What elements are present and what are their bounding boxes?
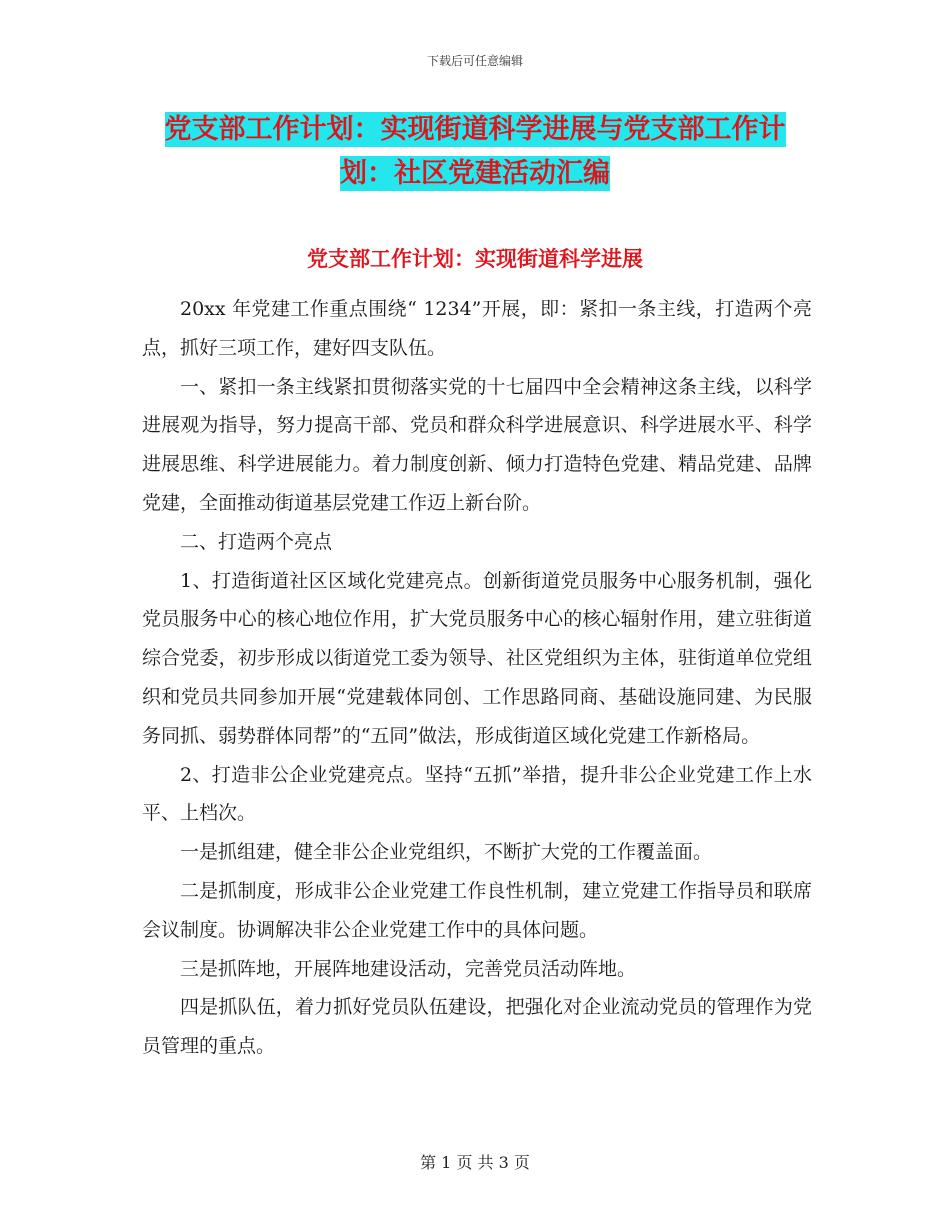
paragraph-position: 三是抓阵地，开展阵地建设活动，完善党员活动阵地。 [180,957,637,980]
paragraph-heading-two-highlights: 二、打造两个亮点 [180,530,333,553]
paragraph-organization: 一是抓组建，健全非公企业党组织，不断扩大党的工作覆盖面。 [180,841,713,864]
header-note: 下载后可任意编辑 [426,54,523,68]
section-title: 党支部工作计划：实现街道科学进展 [307,247,643,271]
paragraph-team: 四是抓队伍，着力抓好党员队伍建设，把强化对企业流动党员的管理作为党员管理的重点。 [142,996,812,1058]
document-title-text: 党支部工作计划：实现街道科学进展与党支部工作计划：社区党建活动汇编 [164,114,786,189]
document-body [142,290,812,1066]
document-title [140,108,810,196]
paragraph-system: 二是抓制度，形成非公企业党建工作良性机制，建立党建工作指导员和联席会议制度。协调解决非公企业党建工作中的具体问题。 [142,879,812,941]
paragraph-intro: 20xx 年党建工作重点围绕“ 1234”开展，即：紧扣一条主线，打造两个亮点，抓好三项工作，建好四支队伍。 [142,298,812,359]
paragraph-nonpublic-highlight: 2、打造非公企业党建亮点。坚持“五抓”举措，提升非公企业党建工作上水平、上档次。 [142,763,812,825]
page-number: 第 1 页 共 3 页 [420,1153,530,1172]
paragraph-main-line: 一、紧扣一条主线紧扣贯彻落实党的十七届四中全会精神这条主线，以科学进展观为指导，努力提高干部、党员和群众科学进展意识、科学进展水平、科学进展思维、科学进展能力。着力制度创新、倾力打造特色党建、精品党建、品牌党建，全面推动街道基层党建工作迈上新台阶。 [142,375,812,514]
paragraph-community-highlight: 1、打造街道社区区域化党建亮点。创新街道党员服务中心服务机制，强化党员服务中心的核心地位作用，扩大党员服务中心的核心辐射作用，建立驻街道综合党委，初步形成以街道党工委为领导、社区党组织为主体，驻街道单位党组织和党员共同参加开展“党建载体同创、工作思路同商、基础设施同建、为民服务同抓、弱势群体同帮”的“五同”做法，形成街道区域化党建工作新格局。 [142,569,812,747]
